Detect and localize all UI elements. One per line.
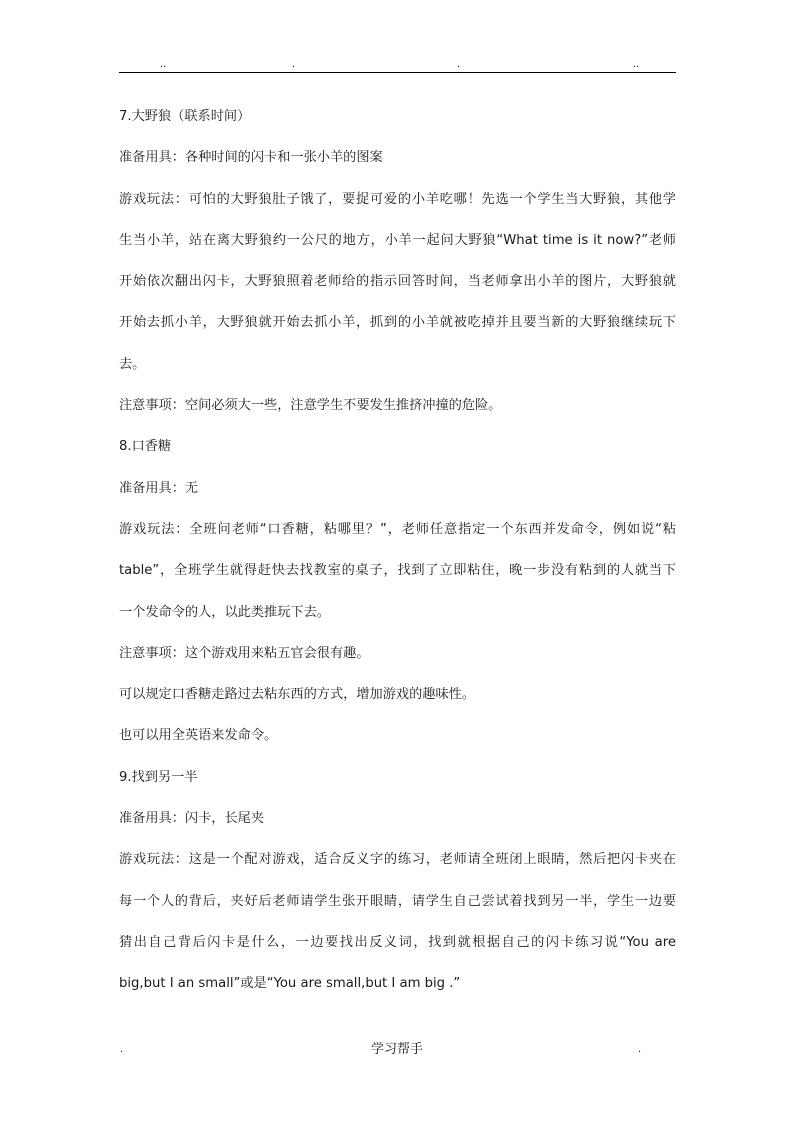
footer-right-mark: . xyxy=(638,1044,642,1055)
text-line: 去。 xyxy=(119,356,146,372)
text-line: 猜出自己背后闪卡是什么，一边要找出反义词，找到就根据自己的闪卡练习说“You are xyxy=(119,934,676,950)
text-line: 生当小羊，站在离大野狼约一公尺的地方，小羊一起问大野狼“What time is it now?”老师 xyxy=(119,232,676,248)
text-line: big,but I an small”或是“You are small,but I am big .” xyxy=(119,976,461,992)
text-line: 游戏玩法：可怕的大野狼肚子饿了，要捉可爱的小羊吃哪！先选一个学生当大野狼，其他学 xyxy=(119,191,676,207)
text-line: table”，全班学生就得赶快去找教室的桌子，找到了立即粘住，晚一步没有粘到的人就当下 xyxy=(119,563,676,579)
header-mark: .. xyxy=(160,59,167,70)
text-line: 游戏玩法：全班问老师“口香糖，粘哪里？”，老师任意指定一个东西并发命令，例如说“粘 xyxy=(119,521,676,537)
text-line: 准备用具：各种时间的闪卡和一张小羊的图案 xyxy=(119,150,383,166)
header-mark: .. xyxy=(633,59,640,70)
text-line: 一个发命令的人，以此类推玩下去。 xyxy=(119,604,330,620)
text-line: 注意事项：空间必须大一些，注意学生不要发生推挤冲撞的危险。 xyxy=(119,398,502,414)
text-line: 也可以用全英语来发命令。 xyxy=(119,728,278,744)
text-line: 开始去抓小羊，大野狼就开始去抓小羊，抓到的小羊就被吃掉并且要当新的大野狼继续玩下 xyxy=(119,315,676,331)
header-mark: . xyxy=(457,59,461,70)
text-line: 准备用具：闪卡，长尾夹 xyxy=(119,811,265,827)
text-line: 每一个人的背后，夹好后老师请学生张开眼睛，请学生自己尝试着找到另一半，学生一边要 xyxy=(119,893,676,909)
text-line: 注意事项：这个游戏用来粘五官会很有趣。 xyxy=(119,645,370,661)
header-rule xyxy=(119,72,676,73)
text-line: 开始依次翻出闪卡，大野狼照着老师给的指示回答时间，当老师拿出小羊的图片，大野狼就 xyxy=(119,274,676,290)
text-line: 准备用具：无 xyxy=(119,480,199,496)
text-line: 游戏玩法：这是一个配对游戏，适合反义字的练习，老师请全班闭上眼睛，然后把闪卡夹在 xyxy=(119,852,676,868)
text-line: 9.找到另一半 xyxy=(119,769,198,785)
text-line: 8.口香糖 xyxy=(119,439,172,455)
document-body xyxy=(119,104,676,1013)
header-mark: . xyxy=(292,59,296,70)
text-line: 7.大野狼（联系时间） xyxy=(119,109,251,124)
text-line: 可以规定口香糖走路过去粘东西的方式，增加游戏的趣味性。 xyxy=(119,687,476,703)
footer-title: 学习帮手 xyxy=(370,1042,423,1057)
footer-left-mark: . xyxy=(120,1044,124,1055)
